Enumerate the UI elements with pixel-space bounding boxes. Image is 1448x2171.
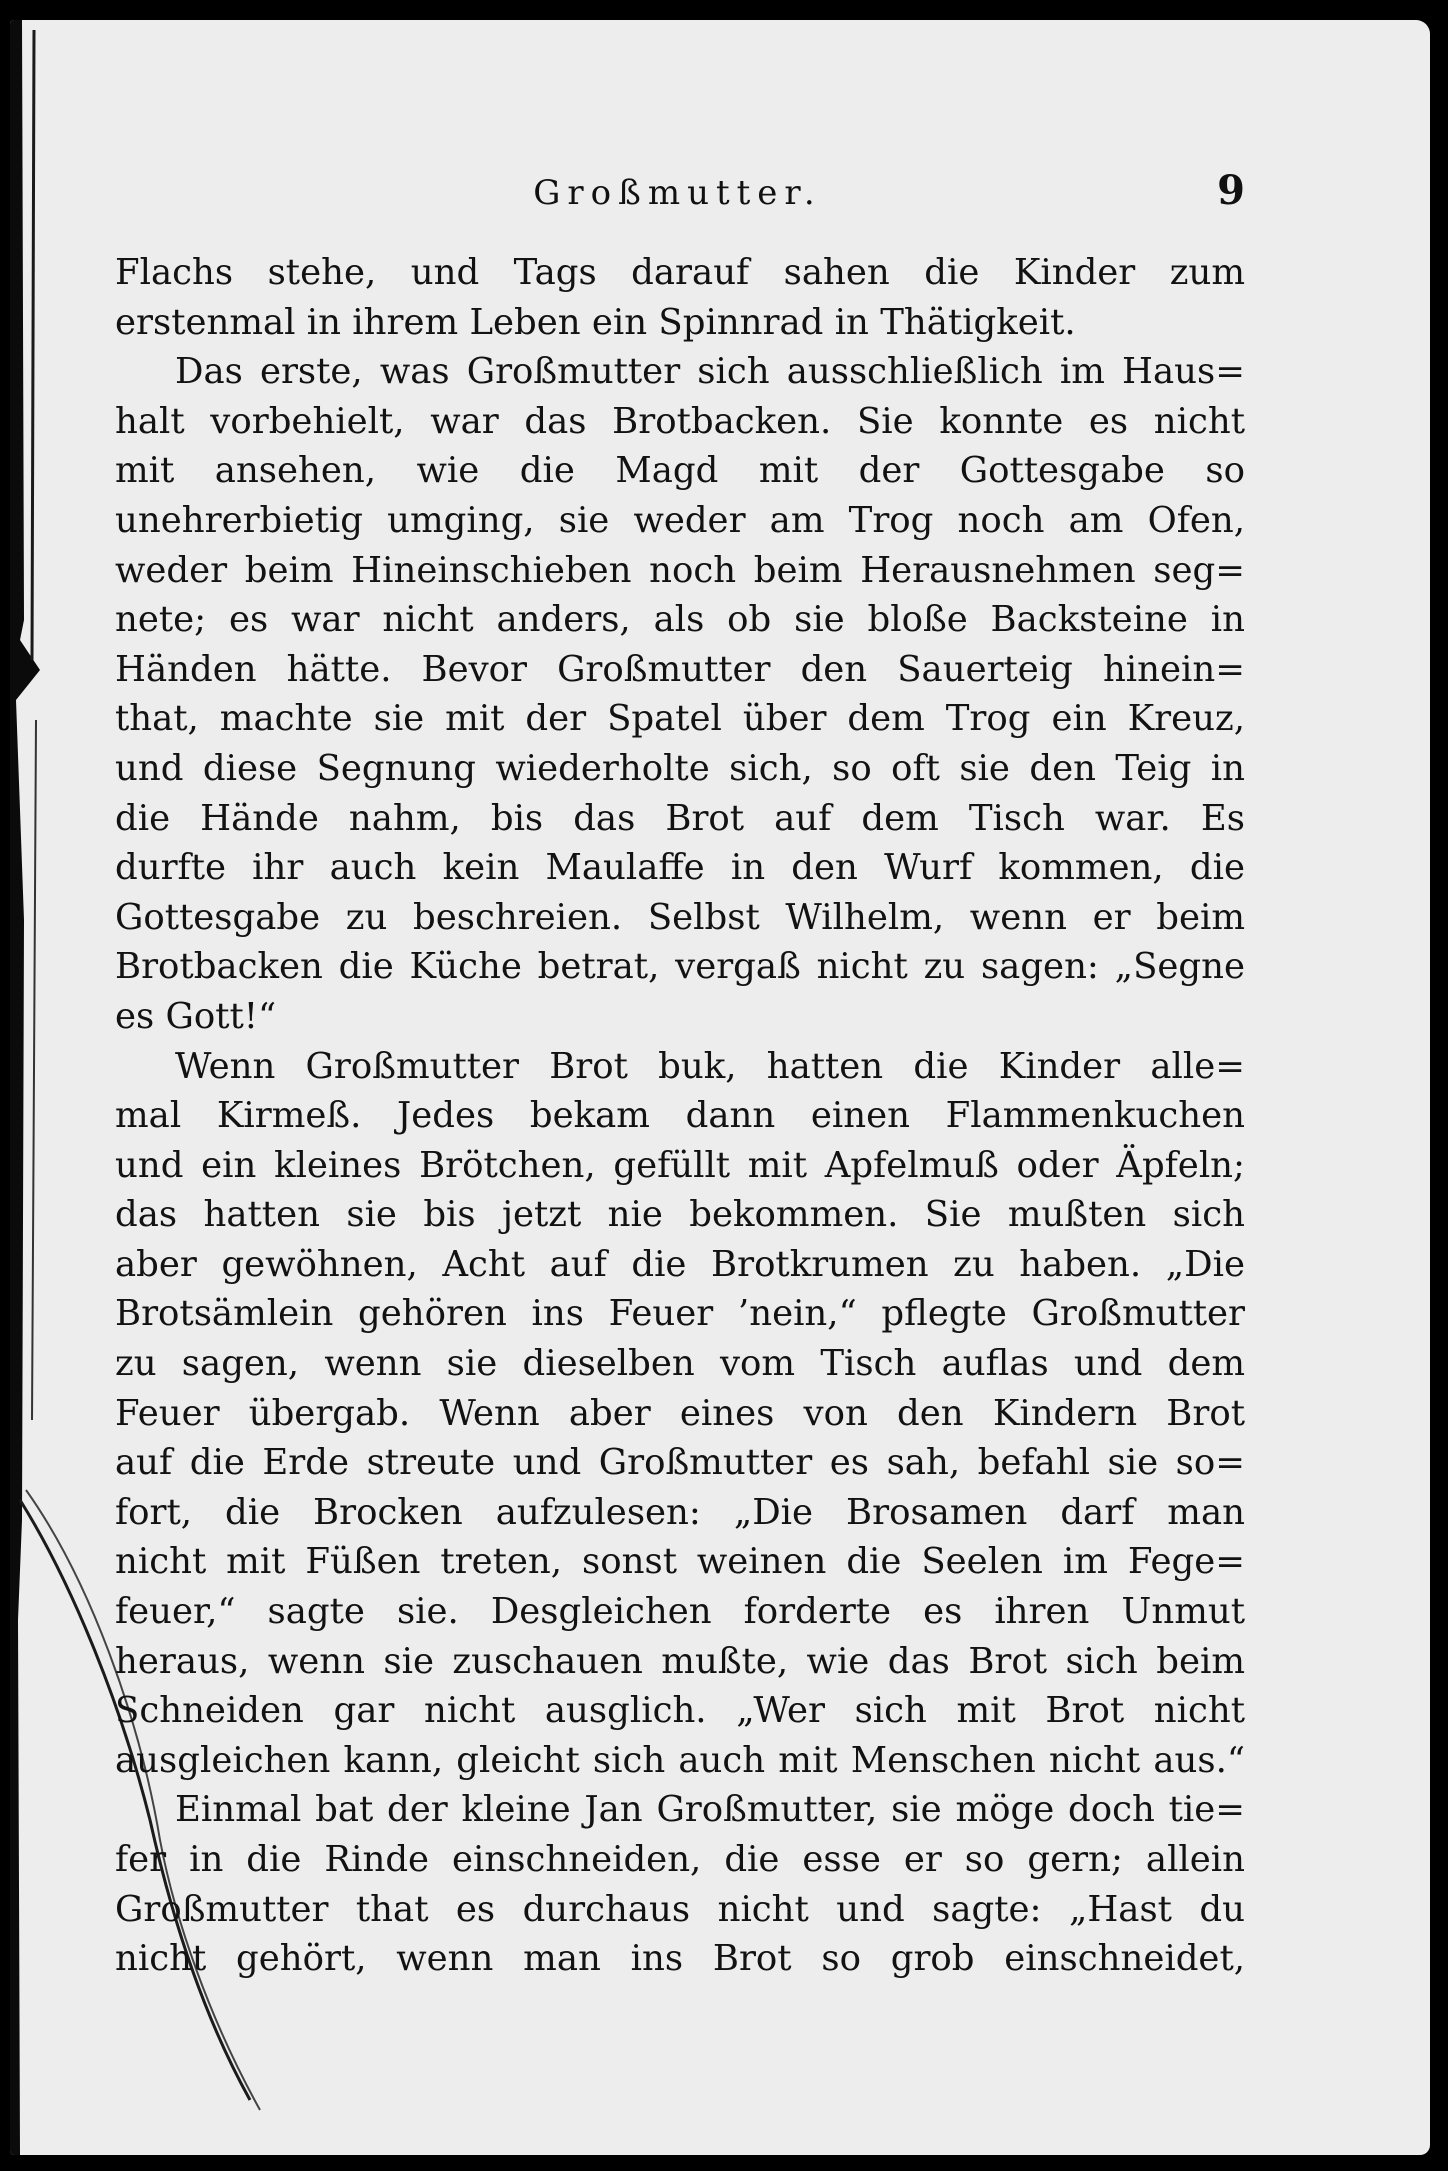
text-line: durfte ihr auch kein Maulaffe in den Wurf kommen, die — [115, 847, 1245, 889]
text-line: that, machte sie mit der Spatel über dem Trog ein Kreuz, — [115, 698, 1245, 740]
text-line: erstenmal in ihrem Leben ein Spinnrad in Thätigkeit. — [115, 301, 1076, 343]
text-line: Feuer übergab. Wenn aber eines von den Kindern Brot — [115, 1392, 1245, 1434]
page-number: 9 — [1217, 167, 1245, 214]
text-line: nicht mit Füßen treten, sonst weinen die Seelen im Fege= — [115, 1541, 1245, 1583]
text-line: und diese Segnung wiederholte sich, so oft sie den Teig in — [115, 747, 1245, 789]
running-title: Großmutter. — [533, 173, 822, 213]
text-line: Brotbacken die Küche betrat, vergaß nicht zu sagen: „Segne — [115, 946, 1245, 988]
text-line: nete; es war nicht anders, als ob sie bloße Backsteine in — [115, 599, 1245, 641]
text-line: das hatten sie bis jetzt nie bekommen. Sie mußten sich — [115, 1194, 1245, 1236]
text-line: die Hände nahm, bis das Brot auf dem Tisch war. Es — [115, 797, 1245, 839]
text-line: ausgleichen kann, gleicht sich auch mit Menschen nicht aus.“ — [115, 1739, 1245, 1781]
text-line: Brotsämlein gehören ins Feuer ’nein,“ pflegte Großmutter — [115, 1293, 1245, 1335]
text-line: Einmal bat der kleine Jan Großmutter, sie möge doch tie= — [175, 1789, 1245, 1831]
text-line: fort, die Brocken aufzulesen: „Die Brosamen darf man — [115, 1491, 1245, 1533]
text-line: unehrerbietig umging, sie weder am Trog noch am Ofen, — [115, 499, 1245, 541]
text-line: Schneiden gar nicht ausglich. „Wer sich mit Brot nicht — [115, 1690, 1245, 1732]
text-line: es Gott!“ — [115, 995, 277, 1037]
text-line: Wenn Großmutter Brot buk, hatten die Kinder alle= — [175, 1045, 1245, 1087]
text-line: mal Kirmeß. Jedes bekam dann einen Flammenkuchen — [115, 1095, 1245, 1137]
text-line: Großmutter that es durchaus nicht und sagte: „Hast du — [115, 1888, 1245, 1930]
text-line: fer in die Rinde einschneiden, die esse er so gern; allein — [115, 1839, 1245, 1880]
text-line: und ein kleines Brötchen, gefüllt mit Apfelmuß oder Äpfeln; — [115, 1144, 1245, 1186]
text-line: feuer,“ sagte sie. Desgleichen forderte es ihren Unmut — [115, 1591, 1245, 1633]
text-line: Das erste, was Großmutter sich ausschließlich im Haus= — [175, 351, 1245, 393]
text-line: mit ansehen, wie die Magd mit der Gottesgabe so — [115, 450, 1245, 492]
book-page — [10, 20, 1430, 2155]
text-line: weder beim Hineinschieben noch beim Herausnehmen seg= — [115, 549, 1245, 591]
text-line: nicht gehört, wenn man ins Brot so grob einschneidet, — [115, 1938, 1245, 1980]
text-line: halt vorbehielt, war das Brotbacken. Sie konnte es nicht — [115, 400, 1245, 442]
running-header — [110, 165, 1245, 225]
text-line: aber gewöhnen, Acht auf die Brotkrumen zu haben. „Die — [115, 1243, 1245, 1285]
text-line: Händen hätte. Bevor Großmutter den Sauerteig hinein= — [115, 648, 1245, 690]
body-text — [115, 248, 1245, 1984]
text-line: Gottesgabe zu beschreien. Selbst Wilhelm, wenn er beim — [115, 896, 1245, 938]
text-line: zu sagen, wenn sie dieselben vom Tisch auflas und dem — [115, 1343, 1245, 1385]
text-line: auf die Erde streute und Großmutter es sah, befahl sie so= — [115, 1442, 1245, 1484]
text-line: heraus, wenn sie zuschauen mußte, wie das Brot sich beim — [115, 1640, 1245, 1682]
text-line: Flachs stehe, und Tags darauf sahen die Kinder zum — [115, 252, 1245, 293]
